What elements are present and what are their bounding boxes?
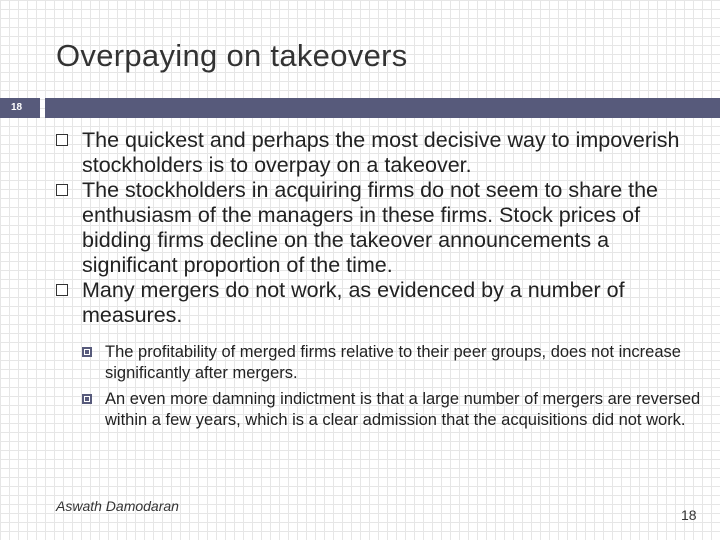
bullet-item [54,278,704,328]
hollow-square-bullet-icon [56,134,68,146]
slide-number-tab [0,98,40,118]
bullet-item [54,128,704,178]
bullet-text: The stockholders in acquiring firms do not seem to share the enthusiasm of the managers in these firms. Stock prices of bidding firms decline on the takeover announcements a significant proportion of the time. [82,178,659,277]
sub-bullet-text: The profitability of merged firms relative to their peer groups, does not increase significantly after mergers. [105,343,681,382]
bullet-text: The quickest and perhaps the most decisive way to impoverish stockholders is to overpay on a takeover. [82,128,680,177]
bullet-item [54,178,704,278]
bullet-list [54,128,704,436]
filled-square-bullet-icon [82,394,92,404]
slide-title: Overpaying on takeovers [56,38,408,73]
footer-page-number: 18 [681,507,697,523]
footer-author: Aswath Damodaran [56,498,179,514]
sub-bullet-item [80,389,704,430]
title-underline-bar [45,98,720,118]
bullet-text: Many mergers do not work, as evidenced by a number of measures. [82,278,625,327]
sub-bullet-list [80,342,704,430]
slide-number-tab-label: 18 [11,102,23,113]
hollow-square-bullet-icon [56,184,68,196]
sub-bullet-item [80,342,704,383]
filled-square-bullet-icon [82,347,92,357]
hollow-square-bullet-icon [56,284,68,296]
sub-bullet-text: An even more damning indictment is that a large number of mergers are reversed within a few years, which is a clear admission that the acquisitions did not work. [105,390,701,429]
